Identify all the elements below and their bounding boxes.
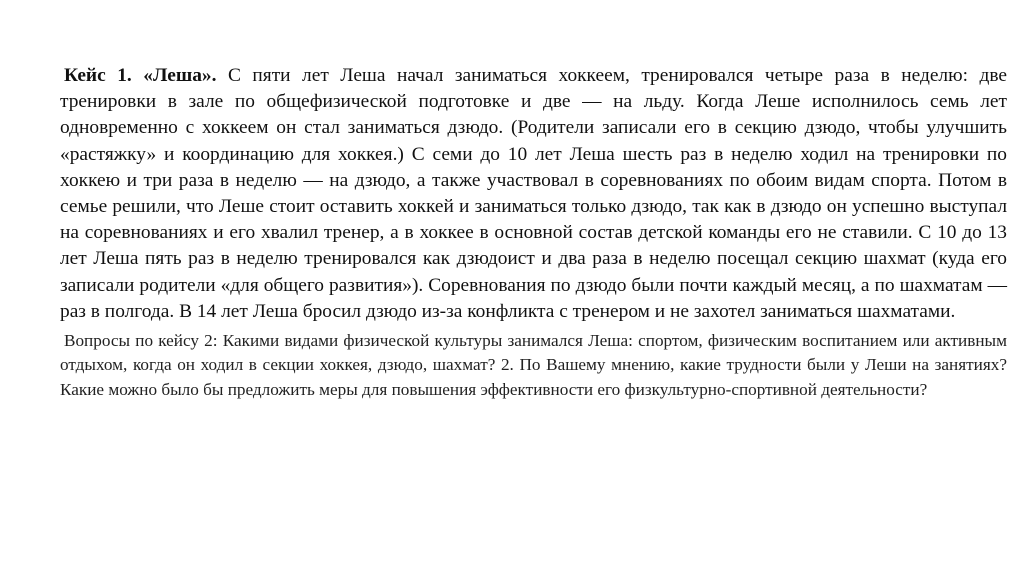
questions-paragraph: Вопросы по кейсу 2: Какими видами физической культуры занимался Леша: спортом, физическим воспитанием или активным отдыхом, когда он ходил в секции хоккея, дзюдо, шахмат? 2. По Вашему мнению, какие трудности были у Леши на занятиях? Какие можно было бы предложить меры для повышения эффективности его физкультурно-спортивной деятельности? xyxy=(60,331,1007,399)
case-title: Кейс 1. «Леша». xyxy=(64,65,217,86)
case-body: С пяти лет Леша начал заниматься хоккеем, тренировался четыре раза в неделю: две тренировки в зале по общефизической подготовке и две — на льду. Когда Леше исполнилось семь лет одновременно с хоккеем он стал заниматься дзюдо. (Родители записали его в секцию дзюдо, чтобы улучшить «растяжку» и координацию для хоккея.) С семи до 10 лет Леша шесть раз в неделю ходил на тренировки по хоккею и три раза в неделю — на дзюдо, а также участвовал в соревнованиях по обоим видам спорта. Потом в семье решили, что Леше стоит оставить хоккей и заниматься только дзюдо, так как в дзюдо он успешно выступал на соревнованиях и его хвалил тренер, а в хоккее в основной состав детской команды его не ставили. С 10 до 13 лет Леша пять раз в неделю тренировался как дзюдоист и два раза в неделю посещал секцию шахмат (куда его записали родители «для общего развития»). Соревнования по дзюдо были почти каждый месяц, а по шахматам — раз в полгода. В 14 лет Леша бросил дзюдо из-за конфликта с тренером и не захотел заниматься шахматами. xyxy=(60,65,1007,322)
case-paragraph xyxy=(60,63,1007,325)
